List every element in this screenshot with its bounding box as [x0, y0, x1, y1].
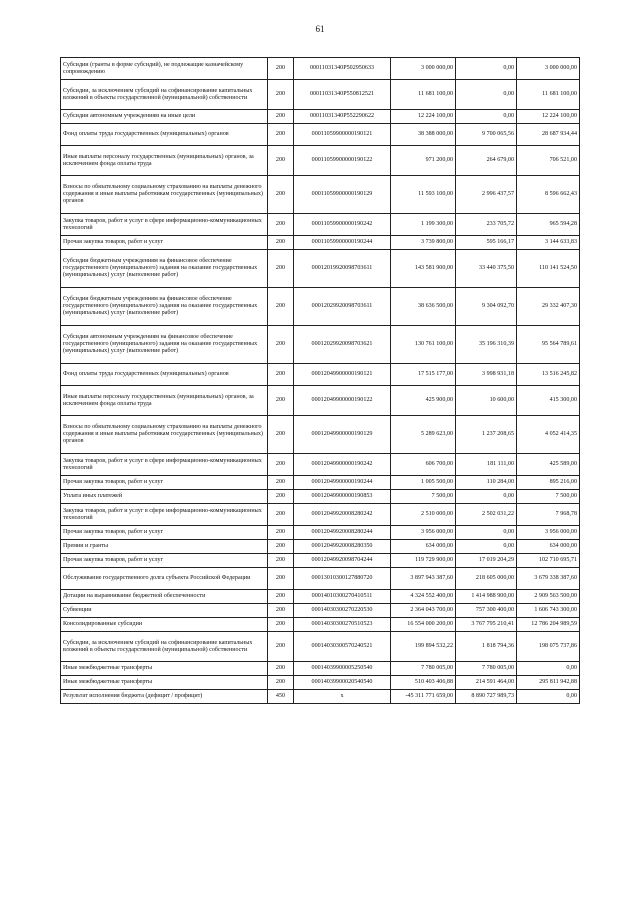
row-name: Фонд оплаты труда государственных (муниципальных) органов [61, 364, 268, 386]
row-code: 200 [268, 58, 294, 80]
row-unexecuted-amount: 1 606 743 300,00 [517, 604, 580, 618]
row-approved-amount: 425 900,00 [391, 386, 456, 416]
row-executed-amount: 0,00 [456, 526, 517, 540]
table-row [61, 364, 580, 386]
row-name: Консолидированные субсидии [61, 618, 268, 632]
row-unexecuted-amount: 634 000,00 [517, 540, 580, 554]
row-classification-code: 00012029920098703621 [294, 326, 391, 364]
row-code: 200 [268, 676, 294, 690]
row-code: 200 [268, 110, 294, 124]
row-classification-code: 00011059900000190121 [294, 124, 391, 146]
table-row [61, 568, 580, 590]
table-row [61, 124, 580, 146]
row-name: Субвенции [61, 604, 268, 618]
row-approved-amount: 38 636 500,00 [391, 288, 456, 326]
row-classification-code: 00012029920098703611 [294, 288, 391, 326]
row-unexecuted-amount: 3 144 633,83 [517, 236, 580, 250]
row-code: 200 [268, 176, 294, 214]
table-row [61, 476, 580, 490]
row-code: 200 [268, 288, 294, 326]
table-row [61, 386, 580, 416]
row-approved-amount: 17 515 177,00 [391, 364, 456, 386]
row-name: Иные выплаты персоналу государственных (муниципальных) органов, за исключением фонда оплаты труда [61, 146, 268, 176]
row-name: Прочая закупка товаров, работ и услуг [61, 236, 268, 250]
row-unexecuted-amount: 3 679 338 387,60 [517, 568, 580, 590]
row-approved-amount: 16 554 000 200,00 [391, 618, 456, 632]
row-executed-amount: 2 996 437,57 [456, 176, 517, 214]
row-approved-amount: 510 403 406,88 [391, 676, 456, 690]
row-name: Прочая закупка товаров, работ и услуг [61, 526, 268, 540]
row-unexecuted-amount: 95 564 789,61 [517, 326, 580, 364]
row-executed-amount: 181 111,00 [456, 454, 517, 476]
row-classification-code: 00012049900000190244 [294, 476, 391, 490]
row-approved-amount: 3 000 000,00 [391, 58, 456, 80]
row-classification-code: 00014030300570240521 [294, 632, 391, 662]
row-executed-amount: 1 818 794,36 [456, 632, 517, 662]
row-name: Субсидии автономным учреждениям на иные цели [61, 110, 268, 124]
row-code: 200 [268, 540, 294, 554]
row-executed-amount: 0,00 [456, 110, 517, 124]
row-classification-code: 00012019920098703611 [294, 250, 391, 288]
row-unexecuted-amount: 29 332 407,30 [517, 288, 580, 326]
table-row [61, 690, 580, 704]
row-classification-code: 00011031340P550812521 [294, 80, 391, 110]
row-unexecuted-amount: 198 075 737,86 [517, 632, 580, 662]
row-approved-amount: 38 388 000,00 [391, 124, 456, 146]
row-classification-code: 00014030300270510523 [294, 618, 391, 632]
row-name: Закупка товаров, работ и услуг в сфере информационно-коммуникационных технологий [61, 214, 268, 236]
row-name: Прочая закупка товаров, работ и услуг [61, 476, 268, 490]
table-row [61, 662, 580, 676]
row-code: 200 [268, 250, 294, 288]
row-approved-amount: 12 224 100,00 [391, 110, 456, 124]
row-approved-amount: 634 000,00 [391, 540, 456, 554]
row-code: 200 [268, 604, 294, 618]
row-name: Обслуживание государственного долга субъекта Российской Федерации [61, 568, 268, 590]
row-unexecuted-amount: 13 516 245,82 [517, 364, 580, 386]
row-name: Субсидии бюджетным учреждениям на финансовое обеспечение государственного (муниципального) задания на оказание государственных (муниципальных) услуг (выполнение работ) [61, 250, 268, 288]
row-name: Субсидии, за исключением субсидий на софинансирование капитальных вложений в объекты государственной (муниципальной) собственности [61, 632, 268, 662]
row-name: Иные межбюджетные трансферты [61, 662, 268, 676]
row-executed-amount: 110 284,00 [456, 476, 517, 490]
row-classification-code: 00011059900000190242 [294, 214, 391, 236]
row-approved-amount: 3 897 943 387,60 [391, 568, 456, 590]
row-code: 200 [268, 490, 294, 504]
row-executed-amount: 8 890 727 989,73 [456, 690, 517, 704]
table-row [61, 604, 580, 618]
row-code: 200 [268, 526, 294, 540]
row-executed-amount: 757 300 400,00 [456, 604, 517, 618]
row-approved-amount: 3 956 000,00 [391, 526, 456, 540]
row-unexecuted-amount: 2 909 563 500,00 [517, 590, 580, 604]
row-classification-code: 00012049900000190853 [294, 490, 391, 504]
row-classification-code: х [294, 690, 391, 704]
table-row [61, 554, 580, 568]
row-approved-amount: 2 364 043 700,00 [391, 604, 456, 618]
row-code: 200 [268, 416, 294, 454]
row-unexecuted-amount: 3 000 000,00 [517, 58, 580, 80]
table-row [61, 288, 580, 326]
row-executed-amount: 214 591 464,00 [456, 676, 517, 690]
row-name: Взносы по обязательному социальному страхованию на выплаты денежного содержания и иные выплаты работникам государственных (муниципальных) органов [61, 416, 268, 454]
row-unexecuted-amount: 0,00 [517, 690, 580, 704]
table-row [61, 526, 580, 540]
row-code: 200 [268, 214, 294, 236]
table-row [61, 58, 580, 80]
row-code: 200 [268, 454, 294, 476]
row-classification-code: 00012049920008280244 [294, 526, 391, 540]
row-name: Прочая закупка товаров, работ и услуг [61, 554, 268, 568]
row-classification-code: 00011031340P502950633 [294, 58, 391, 80]
row-unexecuted-amount: 0,00 [517, 662, 580, 676]
table-row [61, 236, 580, 250]
row-classification-code: 00012049900000190121 [294, 364, 391, 386]
row-unexecuted-amount: 12 224 100,00 [517, 110, 580, 124]
row-unexecuted-amount: 8 596 662,43 [517, 176, 580, 214]
row-classification-code: 00014030300270220530 [294, 604, 391, 618]
row-code: 200 [268, 504, 294, 526]
row-classification-code: 00011059900000190122 [294, 146, 391, 176]
row-executed-amount: 233 705,72 [456, 214, 517, 236]
table-row [61, 618, 580, 632]
row-executed-amount: 35 196 310,39 [456, 326, 517, 364]
row-name: Фонд оплаты труда государственных (муниципальных) органов [61, 124, 268, 146]
row-classification-code: 00014039900005250540 [294, 662, 391, 676]
table-row [61, 540, 580, 554]
row-approved-amount: 4 324 552 400,00 [391, 590, 456, 604]
row-unexecuted-amount: 11 681 100,00 [517, 80, 580, 110]
row-approved-amount: 199 894 532,22 [391, 632, 456, 662]
row-name: Закупка товаров, работ и услуг в сфере информационно-коммуникационных технологий [61, 454, 268, 476]
row-executed-amount: 0,00 [456, 540, 517, 554]
row-name: Уплата иных платежей [61, 490, 268, 504]
table-row [61, 590, 580, 604]
page-number: 61 [315, 24, 325, 34]
row-name: Взносы по обязательному социальному страхованию на выплаты денежного содержания и иные выплаты работникам государственных (муниципальных) органов [61, 176, 268, 214]
row-classification-code: 00011059900000190129 [294, 176, 391, 214]
row-unexecuted-amount: 415 300,00 [517, 386, 580, 416]
table-row [61, 632, 580, 662]
row-classification-code: 00014039900020540540 [294, 676, 391, 690]
row-approved-amount: -45 311 771 659,00 [391, 690, 456, 704]
row-classification-code: 00013010300127880720 [294, 568, 391, 590]
row-executed-amount: 9 304 092,70 [456, 288, 517, 326]
row-code: 200 [268, 662, 294, 676]
row-code: 200 [268, 554, 294, 568]
row-executed-amount: 7 780 005,00 [456, 662, 517, 676]
row-executed-amount: 17 019 204,29 [456, 554, 517, 568]
row-classification-code: 00012049900000190129 [294, 416, 391, 454]
row-approved-amount: 143 581 900,00 [391, 250, 456, 288]
row-approved-amount: 606 700,00 [391, 454, 456, 476]
row-code: 200 [268, 364, 294, 386]
table-row [61, 416, 580, 454]
row-name: Дотации на выравнивание бюджетной обеспеченности [61, 590, 268, 604]
row-executed-amount: 3 767 795 210,41 [456, 618, 517, 632]
row-approved-amount: 11 593 100,00 [391, 176, 456, 214]
row-unexecuted-amount: 7 968,78 [517, 504, 580, 526]
row-unexecuted-amount: 12 786 204 989,59 [517, 618, 580, 632]
row-approved-amount: 1 005 500,00 [391, 476, 456, 490]
row-unexecuted-amount: 895 216,00 [517, 476, 580, 490]
row-code: 450 [268, 690, 294, 704]
row-code: 200 [268, 618, 294, 632]
row-name: Иные межбюджетные трансферты [61, 676, 268, 690]
table-row [61, 490, 580, 504]
budget-execution-table [60, 57, 580, 704]
row-classification-code: 00012049920098704244 [294, 554, 391, 568]
row-executed-amount: 264 679,00 [456, 146, 517, 176]
row-unexecuted-amount: 425 589,00 [517, 454, 580, 476]
row-executed-amount: 33 440 375,50 [456, 250, 517, 288]
row-executed-amount: 1 414 988 900,00 [456, 590, 517, 604]
table-row [61, 110, 580, 124]
row-approved-amount: 7 500,00 [391, 490, 456, 504]
row-unexecuted-amount: 102 710 695,71 [517, 554, 580, 568]
table-row [61, 326, 580, 364]
table-row [61, 676, 580, 690]
row-approved-amount: 119 729 900,00 [391, 554, 456, 568]
row-name: Субсидии бюджетным учреждениям на финансовое обеспечение государственного (муниципального) задания на оказание государственных (муниципальных) услуг (выполнение работ) [61, 288, 268, 326]
row-executed-amount: 2 502 031,22 [456, 504, 517, 526]
row-executed-amount: 595 166,17 [456, 236, 517, 250]
row-unexecuted-amount: 965 594,28 [517, 214, 580, 236]
row-approved-amount: 7 780 005,00 [391, 662, 456, 676]
row-code: 200 [268, 632, 294, 662]
table-row [61, 504, 580, 526]
row-classification-code: 00014010300270410511 [294, 590, 391, 604]
row-classification-code: 00012049920008280242 [294, 504, 391, 526]
row-executed-amount: 1 237 208,65 [456, 416, 517, 454]
row-classification-code: 00012049900000190122 [294, 386, 391, 416]
row-name: Иные выплаты персоналу государственных (муниципальных) органов, за исключением фонда оплаты труда [61, 386, 268, 416]
row-executed-amount: 0,00 [456, 80, 517, 110]
row-approved-amount: 2 510 000,00 [391, 504, 456, 526]
row-unexecuted-amount: 295 811 942,88 [517, 676, 580, 690]
row-code: 200 [268, 326, 294, 364]
row-classification-code: 00012049900000190242 [294, 454, 391, 476]
row-code: 200 [268, 146, 294, 176]
row-unexecuted-amount: 3 956 000,00 [517, 526, 580, 540]
table-row [61, 176, 580, 214]
row-executed-amount: 218 605 000,00 [456, 568, 517, 590]
row-name: Субсидии автономным учреждениям на финансовое обеспечение государственного (муниципального) задания на оказание государственных (муниципальных) услуг (выполнение работ) [61, 326, 268, 364]
row-code: 200 [268, 80, 294, 110]
row-name: Закупка товаров, работ и услуг в сфере информационно-коммуникационных технологий [61, 504, 268, 526]
row-unexecuted-amount: 706 521,00 [517, 146, 580, 176]
row-name: Результат исполнения бюджета (дефицит / профицит) [61, 690, 268, 704]
table-row [61, 214, 580, 236]
row-approved-amount: 11 681 100,00 [391, 80, 456, 110]
row-executed-amount: 3 998 931,18 [456, 364, 517, 386]
table-row [61, 80, 580, 110]
row-executed-amount: 0,00 [456, 58, 517, 80]
row-classification-code: 00012049920008280350 [294, 540, 391, 554]
row-executed-amount: 10 600,00 [456, 386, 517, 416]
row-classification-code: 00011059900000190244 [294, 236, 391, 250]
row-executed-amount: 0,00 [456, 490, 517, 504]
row-executed-amount: 9 700 065,56 [456, 124, 517, 146]
row-code: 200 [268, 124, 294, 146]
row-code: 200 [268, 590, 294, 604]
row-code: 200 [268, 568, 294, 590]
row-approved-amount: 5 289 623,00 [391, 416, 456, 454]
row-approved-amount: 1 199 300,00 [391, 214, 456, 236]
table-row [61, 454, 580, 476]
row-unexecuted-amount: 28 687 934,44 [517, 124, 580, 146]
row-code: 200 [268, 236, 294, 250]
row-approved-amount: 3 739 800,00 [391, 236, 456, 250]
row-code: 200 [268, 476, 294, 490]
row-unexecuted-amount: 7 500,00 [517, 490, 580, 504]
table-row [61, 146, 580, 176]
row-approved-amount: 971 200,00 [391, 146, 456, 176]
row-unexecuted-amount: 110 141 524,50 [517, 250, 580, 288]
row-classification-code: 00011031340P552290622 [294, 110, 391, 124]
row-approved-amount: 130 761 100,00 [391, 326, 456, 364]
row-name: Премии и гранты [61, 540, 268, 554]
row-name: Субсидии (гранты в форме субсидий), не подлежащие казначейскому сопровождению [61, 58, 268, 80]
row-code: 200 [268, 386, 294, 416]
row-unexecuted-amount: 4 052 414,35 [517, 416, 580, 454]
table-row [61, 250, 580, 288]
row-name: Субсидии, за исключением субсидий на софинансирование капитальных вложений в объекты государственной (муниципальной) собственности [61, 80, 268, 110]
